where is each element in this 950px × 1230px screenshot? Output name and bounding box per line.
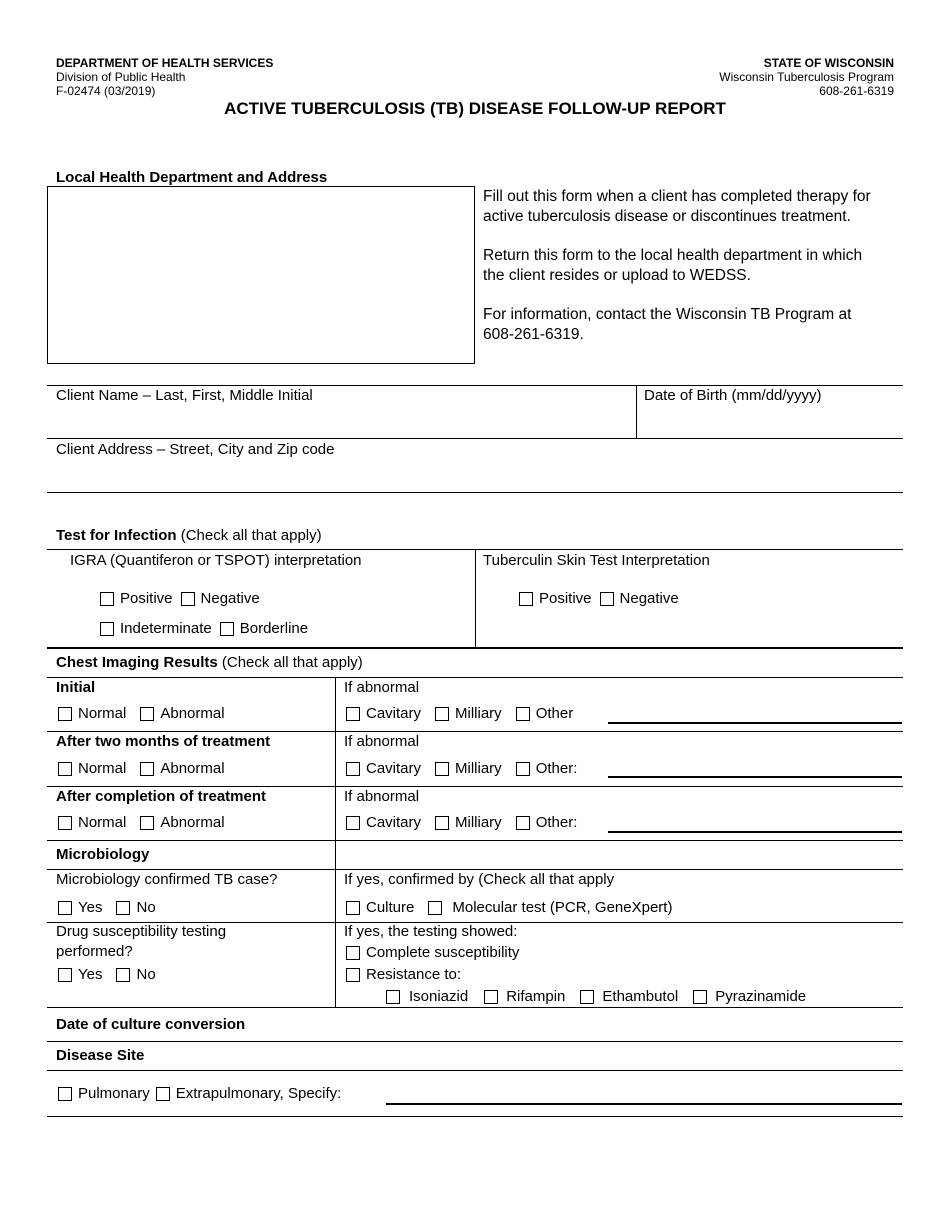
disease-site-options bbox=[58, 1085, 341, 1102]
checkbox-icon bbox=[519, 592, 533, 606]
checkbox-icon bbox=[181, 592, 195, 606]
client-name-label: Client Name – Last, First, Middle Initial bbox=[56, 387, 313, 404]
testing-showed-label: If yes, the testing showed: bbox=[344, 923, 518, 940]
checkbox-icon bbox=[156, 1087, 170, 1101]
two-months-abnormal-checkbox[interactable]: Abnormal bbox=[140, 760, 224, 777]
dst-no-checkbox[interactable]: No bbox=[116, 966, 155, 983]
test-for-infection-heading bbox=[56, 527, 322, 545]
divider bbox=[47, 677, 903, 678]
disease-site-heading: Disease Site bbox=[56, 1047, 145, 1064]
header-left bbox=[56, 56, 273, 98]
client-name-field[interactable] bbox=[47, 405, 635, 437]
checkbox-icon bbox=[58, 762, 72, 776]
checkbox-icon bbox=[58, 816, 72, 830]
dst-question-line-2: performed? bbox=[56, 943, 133, 960]
divider bbox=[335, 677, 336, 1007]
completion-cavitary-checkbox[interactable]: Cavitary bbox=[346, 814, 421, 831]
checkbox-icon bbox=[484, 990, 498, 1004]
checkbox-icon bbox=[386, 990, 400, 1004]
tst-result-row bbox=[519, 590, 679, 607]
divider bbox=[47, 647, 903, 649]
igra-negative-checkbox[interactable]: Negative bbox=[181, 590, 260, 607]
dob-field[interactable] bbox=[637, 405, 903, 437]
initial-cavitary-checkbox[interactable]: Cavitary bbox=[346, 705, 421, 722]
chest-imaging-heading bbox=[56, 654, 363, 672]
dst-yes-checkbox[interactable]: Yes bbox=[58, 966, 102, 983]
imaging-two-months-abnormal-type bbox=[346, 760, 577, 777]
checkbox-icon bbox=[435, 762, 449, 776]
checkbox-icon bbox=[516, 707, 530, 721]
checkbox-icon bbox=[580, 990, 594, 1004]
page-title: ACTIVE TUBERCULOSIS (TB) DISEASE FOLLOW-UP REPORT bbox=[224, 99, 726, 118]
tst-negative-checkbox[interactable]: Negative bbox=[600, 590, 679, 607]
client-address-label: Client Address – Street, City and Zip code bbox=[56, 441, 335, 458]
two-months-cavitary-checkbox[interactable]: Cavitary bbox=[346, 760, 421, 777]
igra-indeterminate-checkbox[interactable]: Indeterminate bbox=[100, 620, 212, 637]
client-address-field[interactable] bbox=[47, 460, 903, 491]
checkbox-icon bbox=[435, 707, 449, 721]
if-abnormal-label: If abnormal bbox=[344, 788, 420, 805]
completion-milliary-checkbox[interactable]: Milliary bbox=[435, 814, 502, 831]
imaging-two-months-label: After two months of treatment bbox=[56, 733, 271, 750]
checkbox-icon bbox=[140, 816, 154, 830]
checkbox-icon bbox=[600, 592, 614, 606]
dst-answer bbox=[58, 966, 156, 983]
checkbox-icon bbox=[58, 901, 72, 915]
divider bbox=[47, 1116, 903, 1117]
micro-no-checkbox[interactable]: No bbox=[116, 899, 155, 916]
divider bbox=[47, 492, 903, 493]
instruction-text: Return this form to the local health department in which the client resides or upload to WEDSS. bbox=[483, 247, 863, 284]
checkbox-icon bbox=[346, 901, 360, 915]
culture-checkbox[interactable]: Culture bbox=[346, 899, 414, 916]
dst-question-line-1: Drug susceptibility testing bbox=[56, 923, 227, 940]
molecular-test-checkbox[interactable]: Molecular test (PCR, GeneXpert) bbox=[428, 899, 672, 916]
microbiology-heading: Microbiology bbox=[56, 846, 150, 863]
checkbox-icon bbox=[435, 816, 449, 830]
micro-confirmed-answer bbox=[58, 899, 156, 916]
form-number: F-02474 (03/2019) bbox=[56, 84, 156, 98]
pulmonary-checkbox[interactable]: Pulmonary bbox=[58, 1085, 150, 1102]
checkbox-icon bbox=[428, 901, 442, 915]
igra-result-row-2 bbox=[100, 620, 308, 637]
instruction-text: For information, contact the Wisconsin TB Program at 608-261-6319. bbox=[483, 306, 852, 343]
initial-normal-checkbox[interactable]: Normal bbox=[58, 705, 126, 722]
instruction-text: Fill out this form when a client has completed therapy for active tuberculosis disease or discontinues treatment. bbox=[483, 188, 871, 225]
culture-conversion-label: Date of culture conversion bbox=[56, 1016, 246, 1033]
instructions-box bbox=[483, 187, 883, 364]
divider bbox=[47, 869, 903, 870]
checkbox-icon bbox=[693, 990, 707, 1004]
imaging-two-months-result bbox=[58, 760, 225, 777]
checkbox-icon bbox=[516, 816, 530, 830]
micro-confirmed-question: Microbiology confirmed TB case? bbox=[56, 871, 278, 888]
checkbox-icon bbox=[116, 968, 130, 982]
micro-yes-checkbox[interactable]: Yes bbox=[58, 899, 102, 916]
divider bbox=[47, 786, 903, 787]
checkbox-icon bbox=[220, 622, 234, 636]
checkbox-icon bbox=[346, 816, 360, 830]
section-title: Chest Imaging Results bbox=[56, 654, 218, 671]
imaging-completion-abnormal-type bbox=[346, 814, 577, 831]
tst-positive-checkbox[interactable]: Positive bbox=[519, 590, 592, 607]
extrapulmonary-specify-line[interactable] bbox=[386, 1103, 902, 1105]
completion-abnormal-checkbox[interactable]: Abnormal bbox=[140, 814, 224, 831]
divider bbox=[47, 438, 903, 439]
initial-milliary-checkbox[interactable]: Milliary bbox=[435, 705, 502, 722]
if-abnormal-label: If abnormal bbox=[344, 679, 420, 696]
header-right bbox=[719, 56, 894, 98]
program-phone: 608-261-6319 bbox=[819, 84, 894, 98]
imaging-initial-label: Initial bbox=[56, 679, 96, 696]
confirmed-by-label: If yes, confirmed by (Check all that apply bbox=[344, 871, 615, 888]
section-note: (Check all that apply) bbox=[180, 527, 322, 544]
divider bbox=[47, 731, 903, 732]
two-months-other-line[interactable] bbox=[608, 776, 902, 778]
division-name: Division of Public Health bbox=[56, 70, 186, 84]
checkbox-icon bbox=[58, 707, 72, 721]
divider bbox=[47, 385, 903, 386]
tst-label: Tuberculin Skin Test Interpretation bbox=[483, 552, 710, 569]
imaging-initial-result bbox=[58, 705, 225, 722]
confirmed-by-options bbox=[346, 899, 672, 916]
initial-other-checkbox[interactable]: Other bbox=[516, 705, 574, 722]
completion-other-checkbox[interactable]: Other: bbox=[516, 814, 578, 831]
initial-abnormal-checkbox[interactable]: Abnormal bbox=[140, 705, 224, 722]
extrapulmonary-checkbox[interactable]: Extrapulmonary, Specify: bbox=[156, 1085, 342, 1102]
checkbox-icon bbox=[116, 901, 130, 915]
imaging-initial-abnormal-type bbox=[346, 705, 573, 722]
completion-other-line[interactable] bbox=[608, 831, 902, 833]
completion-normal-checkbox[interactable]: Normal bbox=[58, 814, 126, 831]
section-title: Test for Infection bbox=[56, 527, 177, 544]
igra-result-row-1 bbox=[100, 590, 260, 607]
state-name: STATE OF WISCONSIN bbox=[763, 56, 894, 70]
dob-label: Date of Birth (mm/dd/yyyy) bbox=[644, 387, 822, 404]
two-months-other-checkbox[interactable]: Other: bbox=[516, 760, 578, 777]
ethambutol-checkbox[interactable]: Ethambutol bbox=[580, 988, 678, 1005]
department-name: DEPARTMENT OF HEALTH SERVICES bbox=[56, 56, 274, 70]
divider bbox=[47, 1070, 903, 1071]
section-note: (Check all that apply) bbox=[221, 654, 363, 671]
divider bbox=[47, 1007, 903, 1008]
checkbox-icon bbox=[100, 592, 114, 606]
complete-susceptibility-checkbox[interactable]: Complete susceptibility bbox=[346, 944, 519, 961]
isoniazid-checkbox[interactable]: Isoniazid bbox=[386, 988, 468, 1005]
divider bbox=[475, 549, 476, 647]
checkbox-icon bbox=[58, 1087, 72, 1101]
divider bbox=[47, 1041, 903, 1042]
divider bbox=[47, 840, 903, 841]
checkbox-icon bbox=[516, 762, 530, 776]
local-health-dept-label: Local Health Department and Address bbox=[56, 169, 328, 186]
resistance-drugs bbox=[386, 988, 806, 1005]
igra-borderline-checkbox[interactable]: Borderline bbox=[220, 620, 308, 637]
checkbox-icon bbox=[346, 707, 360, 721]
pyrazinamide-checkbox[interactable]: Pyrazinamide bbox=[693, 988, 806, 1005]
checkbox-icon bbox=[346, 968, 360, 982]
culture-conversion-field[interactable] bbox=[300, 1012, 900, 1038]
checkbox-icon bbox=[346, 946, 360, 960]
two-months-normal-checkbox[interactable]: Normal bbox=[58, 760, 126, 777]
checkbox-icon bbox=[346, 762, 360, 776]
resistance-checkbox[interactable]: Resistance to: bbox=[346, 966, 461, 983]
imaging-completion-label: After completion of treatment bbox=[56, 788, 267, 805]
rifampin-checkbox[interactable]: Rifampin bbox=[484, 988, 565, 1005]
if-abnormal-label: If abnormal bbox=[344, 733, 420, 750]
imaging-completion-result bbox=[58, 814, 225, 831]
checkbox-icon bbox=[100, 622, 114, 636]
checkbox-icon bbox=[140, 707, 154, 721]
checkbox-icon bbox=[140, 762, 154, 776]
local-health-dept-field[interactable] bbox=[47, 186, 475, 364]
igra-label: IGRA (Quantiferon or TSPOT) interpretation bbox=[70, 552, 362, 569]
initial-other-line[interactable] bbox=[608, 722, 902, 724]
program-name: Wisconsin Tuberculosis Program bbox=[719, 70, 894, 84]
two-months-milliary-checkbox[interactable]: Milliary bbox=[435, 760, 502, 777]
checkbox-icon bbox=[58, 968, 72, 982]
igra-positive-checkbox[interactable]: Positive bbox=[100, 590, 173, 607]
